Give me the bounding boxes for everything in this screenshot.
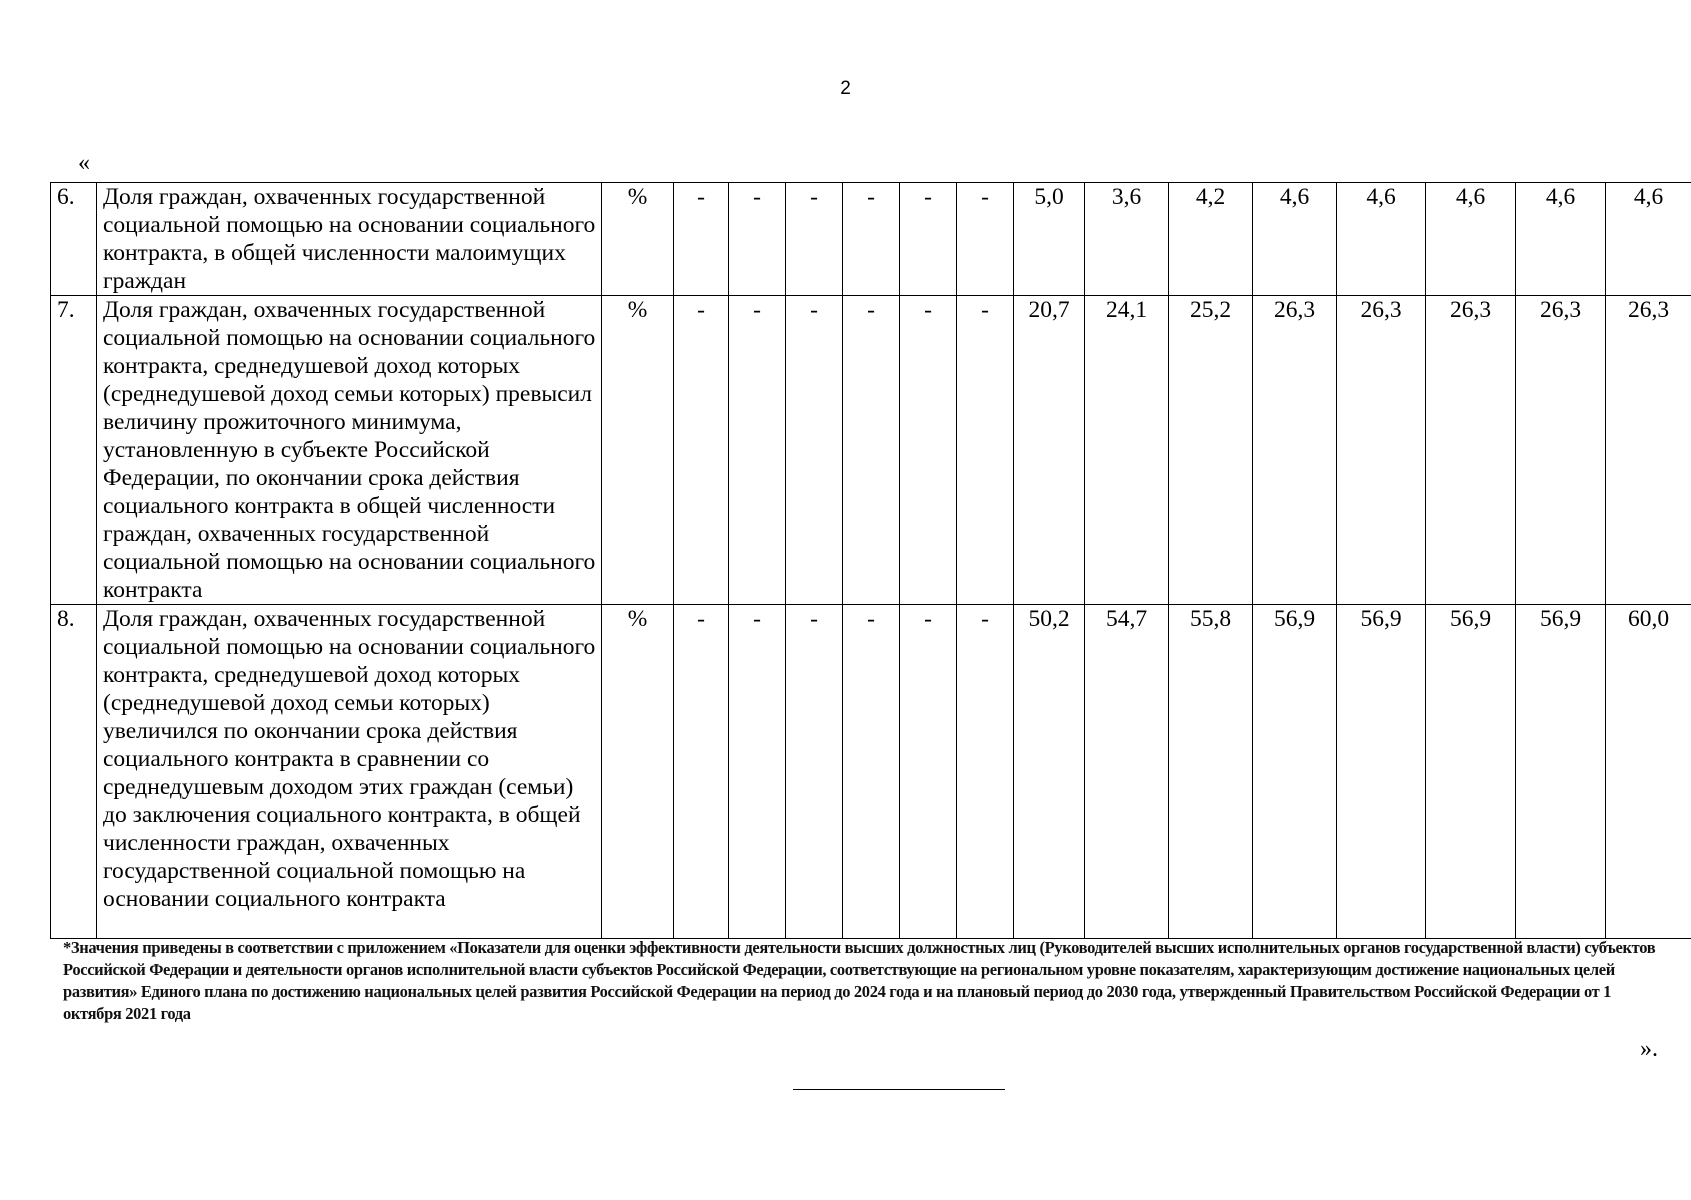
value-cell: -: [729, 605, 786, 939]
value-cell: -: [786, 605, 843, 939]
value-cell: -: [957, 605, 1014, 939]
value-cell: -: [674, 605, 729, 939]
end-divider-line: [793, 1089, 1005, 1090]
value-cell: 4,6: [1253, 183, 1337, 296]
value-cell: -: [674, 183, 729, 296]
value-cell: 26,3: [1253, 296, 1337, 605]
value-cell: -: [900, 605, 957, 939]
table-row: [51, 605, 1691, 939]
indicator-text: Доля граждан, охваченных государственной социальной помощью на основании социального контракта, среднедушевой доход которых (среднедушевой доход семьи которых) превысил величину прожиточного минимума, установленную в субъекте Российской Федерации, по окончании срока действия социального контракта в общей численности граждан, охваченных государственной социальной помощью на основании социального контракта: [97, 296, 602, 605]
indicator-text: Доля граждан, охваченных государственной социальной помощью на основании социального контракта, в общей численности малоимущих граждан: [97, 183, 602, 296]
value-cell: 60,0: [1606, 605, 1691, 939]
open-quote: «: [78, 150, 90, 176]
indicators-table: [50, 182, 1691, 939]
value-cell: 50,2: [1014, 605, 1085, 939]
value-cell: -: [900, 296, 957, 605]
value-cell: -: [843, 183, 900, 296]
row-number: 8.: [51, 605, 97, 939]
value-cell: 4,2: [1169, 183, 1253, 296]
value-cell: 4,6: [1516, 183, 1606, 296]
value-cell: -: [786, 296, 843, 605]
unit-cell: %: [602, 296, 674, 605]
value-cell: 26,3: [1606, 296, 1691, 605]
value-cell: 24,1: [1085, 296, 1169, 605]
value-cell: -: [729, 183, 786, 296]
value-cell: 4,6: [1337, 183, 1426, 296]
unit-cell: %: [602, 605, 674, 939]
value-cell: -: [957, 296, 1014, 605]
page-number: 2: [840, 78, 851, 99]
table-body: [51, 183, 1691, 939]
value-cell: 56,9: [1516, 605, 1606, 939]
footnote: *Значения приведены в соответствии с приложением «Показатели для оценки эффективности деятельности высших должностных лиц (Руководителей высших исполнительных органов государственной власти) субъектов Российской Федерации и деятельности органов исполнительной власти субъектов Российской Федерации, соответствующие на региональном уровне показателям, характеризующим достижение национальных целей развития» Единого плана по достижению национальных целей развития Российской Федерации на период до 2024 года и на плановый период до 2030 года, утвержденный Правительством Российской Федерации от 1 октября 2021 года: [63, 938, 1656, 1023]
value-cell: -: [843, 296, 900, 605]
value-cell: -: [729, 296, 786, 605]
row-number: 7.: [51, 296, 97, 605]
value-cell: -: [674, 296, 729, 605]
value-cell: 3,6: [1085, 183, 1169, 296]
table-row: [51, 296, 1691, 605]
value-cell: -: [957, 183, 1014, 296]
value-cell: 4,6: [1606, 183, 1691, 296]
value-cell: 25,2: [1169, 296, 1253, 605]
row-number: 6.: [51, 183, 97, 296]
close-quote: ».: [1640, 1036, 1658, 1062]
unit-cell: %: [602, 183, 674, 296]
value-cell: 56,9: [1253, 605, 1337, 939]
value-cell: 54,7: [1085, 605, 1169, 939]
value-cell: -: [786, 183, 843, 296]
value-cell: -: [900, 183, 957, 296]
value-cell: 26,3: [1516, 296, 1606, 605]
value-cell: 56,9: [1426, 605, 1516, 939]
value-cell: 20,7: [1014, 296, 1085, 605]
indicator-text: Доля граждан, охваченных государственной социальной помощью на основании социального контракта, среднедушевой доход которых (среднедушевой доход семьи которых) увеличился по окончании срока действия социального контракта в сравнении со среднедушевым доходом этих граждан (семьи) до заключения социального контракта, в общей численности граждан, охваченных государственной социальной помощью на основании социального контракта: [97, 605, 602, 939]
table-row: [51, 183, 1691, 296]
value-cell: 26,3: [1337, 296, 1426, 605]
value-cell: 26,3: [1426, 296, 1516, 605]
value-cell: 56,9: [1337, 605, 1426, 939]
value-cell: 55,8: [1169, 605, 1253, 939]
value-cell: -: [843, 605, 900, 939]
value-cell: 4,6: [1426, 183, 1516, 296]
value-cell: 5,0: [1014, 183, 1085, 296]
